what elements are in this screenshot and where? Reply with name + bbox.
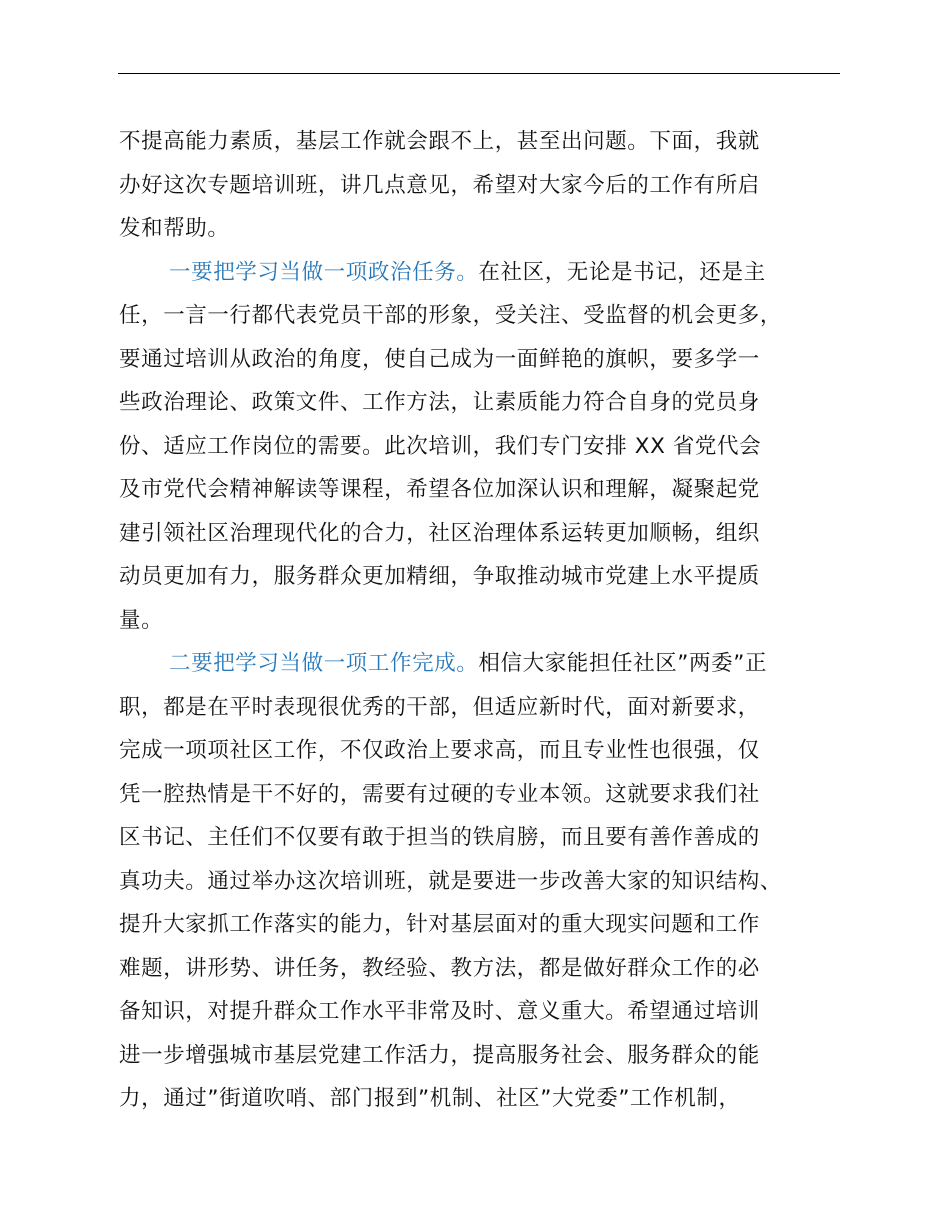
text-line: 发和帮助。 bbox=[119, 216, 230, 241]
text-line: 不提高能力素质，基层工作就会跟不上，甚至出问题。下面，我就 bbox=[119, 129, 760, 154]
paragraph-one-first-line bbox=[119, 251, 859, 295]
header-rule bbox=[118, 73, 840, 74]
body-text bbox=[119, 120, 859, 1121]
text-line: 进一步增强城市基层党建工作活力，提高服务社会、服务群众的能 bbox=[119, 1042, 760, 1068]
text-span: 相信大家能担任社区”两委”正 bbox=[478, 651, 768, 676]
text-line: 区书记、主任们不仅要有敢于担当的铁肩膀，而且要有善作善成的 bbox=[119, 825, 760, 850]
section-heading-two: 二要把学习当做一项工作完成。 bbox=[169, 651, 479, 676]
text-span: 在社区，无论是书记，还是主 bbox=[478, 259, 766, 285]
text-line: 动员更加有力，服务群众更加精细，争取推动城市党建上水平提质 bbox=[119, 564, 760, 589]
text-line: 及市党代会精神解读等课程，希望各位加深认识和理解，凝聚起党 bbox=[119, 477, 760, 502]
text-line: 份、适应工作岗位的需要。此次培训，我们专门安排 XX 省党代会 bbox=[119, 433, 762, 459]
text-line: 建引领社区治理现代化的合力，社区治理体系运转更加顺畅，组织 bbox=[119, 520, 760, 546]
text-line: 提升大家抓工作落实的能力，针对基层面对的重大现实问题和工作 bbox=[119, 912, 760, 937]
text-line: 要通过培训从政治的角度，使自己成为一面鲜艳的旗帜，要多学一 bbox=[119, 346, 760, 372]
text-line: 完成一项项社区工作，不仅政治上要求高，而且专业性也很强，仅 bbox=[119, 738, 760, 763]
text-line: 力，通过”街道吹哨、部门报到”机制、社区”大党委”工作机制， bbox=[119, 1086, 741, 1111]
text-line: 职，都是在平时表现很优秀的干部，但适应新时代，面对新要求， bbox=[119, 694, 760, 720]
section-heading-one: 一要把学习当做一项政治任务。 bbox=[169, 259, 479, 285]
text-line: 备知识，对提升群众工作水平非常及时、意义重大。希望通过培训 bbox=[119, 999, 760, 1024]
text-line: 难题，讲形势、讲任务，教经验、教方法，都是做好群众工作的必 bbox=[119, 955, 760, 981]
text-line: 凭一腔热情是干不好的，需要有过硬的专业本领。这就要求我们社 bbox=[119, 781, 760, 807]
paragraph-two-first-line bbox=[119, 642, 859, 686]
text-line: 量。 bbox=[119, 607, 164, 633]
text-line: 真功夫。通过举办这次培训班，就是要进一步改善大家的知识结构、 bbox=[119, 868, 783, 894]
text-line: 任，一言一行都代表党员干部的形象，受关注、受监督的机会更多， bbox=[119, 303, 783, 328]
text-line: 办好这次专题培训班，讲几点意见，希望对大家今后的工作有所启 bbox=[119, 172, 760, 198]
text-line: 些政治理论、政策文件、工作方法，让素质能力符合自身的党员身 bbox=[119, 390, 760, 415]
